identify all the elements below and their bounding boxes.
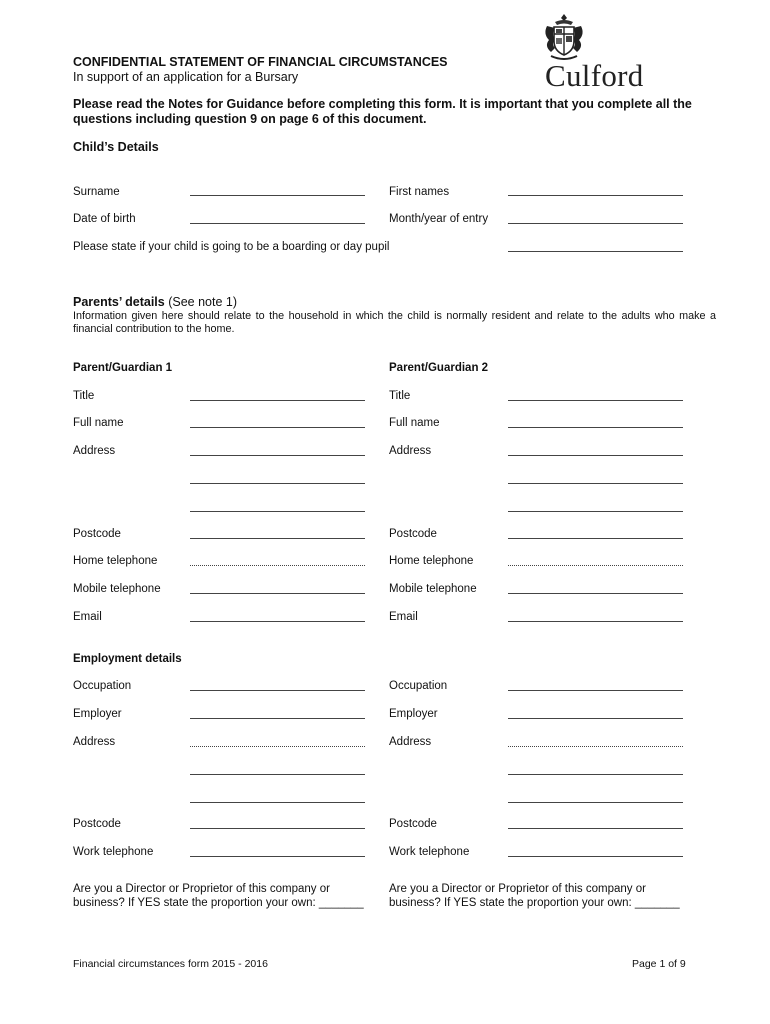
form-subtitle: In support of an application for a Bursary [73, 70, 299, 84]
p2-address-field-1[interactable] [508, 455, 683, 456]
p2-postcode-label: Postcode [389, 528, 437, 540]
p2-email-field[interactable] [508, 621, 683, 622]
p2-address-field-3[interactable] [508, 511, 683, 512]
dob-field[interactable] [190, 223, 365, 224]
p1-emp-address-field-2[interactable] [190, 774, 365, 775]
p2-employer-label: Employer [389, 708, 438, 720]
p2-emp-address-label: Address [389, 736, 432, 748]
p2-title-label: Title [389, 390, 411, 402]
p1-emp-address-label: Address [73, 736, 116, 748]
p1-address-label: Address [73, 445, 116, 457]
p1-home-tel-field[interactable] [190, 565, 365, 566]
p1-director-question: Are you a Director or Proprietor of this company or business? If YES state the proportion your own: _______ [73, 883, 364, 909]
p1-fullname-label: Full name [73, 417, 124, 429]
employment-heading: Employment details [73, 653, 182, 665]
p1-mobile-tel-label: Mobile telephone [73, 583, 161, 595]
entry-label: Month/year of entry [389, 213, 489, 225]
surname-field[interactable] [190, 195, 365, 196]
first-names-field[interactable] [508, 195, 683, 196]
p1-mobile-tel-field[interactable] [190, 593, 365, 594]
p2-home-tel-field[interactable] [508, 565, 683, 566]
parents-details-heading [73, 295, 237, 309]
footer-form-name: Financial circumstances form 2015 - 2016 [73, 958, 268, 970]
school-crest-icon [541, 12, 587, 62]
boarding-label: Please state if your child is going to be a boarding or day pupil [73, 241, 390, 253]
p1-employer-field[interactable] [190, 718, 365, 719]
footer-page-number: Page 1 of 9 [632, 958, 686, 970]
p2-fullname-label: Full name [389, 417, 440, 429]
p2-home-tel-label: Home telephone [389, 555, 474, 567]
p1-emp-address-field-1[interactable] [190, 746, 365, 747]
p2-employer-field[interactable] [508, 718, 683, 719]
p1-email-field[interactable] [190, 621, 365, 622]
entry-field[interactable] [508, 223, 683, 224]
p1-home-tel-label: Home telephone [73, 555, 158, 567]
p1-email-label: Email [73, 611, 102, 623]
p1-title-field[interactable] [190, 400, 365, 401]
p2-emp-postcode-label: Postcode [389, 818, 437, 830]
p2-address-label: Address [389, 445, 432, 457]
p1-postcode-label: Postcode [73, 528, 121, 540]
p2-director-question: Are you a Director or Proprietor of this company or business? If YES state the proportion your own: _______ [389, 883, 680, 909]
parent1-heading: Parent/Guardian 1 [73, 362, 173, 374]
p1-emp-address-field-3[interactable] [190, 802, 365, 803]
surname-label: Surname [73, 186, 120, 198]
p1-title-label: Title [73, 390, 95, 402]
parents-info-text: Information given here should relate to the household in which the child is normally resident and relate to the adults who make a financial contribution to the home. [73, 310, 716, 335]
p1-postcode-field[interactable] [190, 538, 365, 539]
p1-occupation-field[interactable] [190, 690, 365, 691]
p1-occupation-label: Occupation [73, 680, 132, 692]
p1-emp-postcode-field[interactable] [190, 828, 365, 829]
parent2-heading: Parent/Guardian 2 [389, 362, 489, 374]
child-details-heading: Child’s Details [73, 140, 159, 154]
p2-emp-address-field-1[interactable] [508, 746, 683, 747]
dob-label: Date of birth [73, 213, 136, 225]
boarding-field[interactable] [508, 251, 683, 252]
p1-address-field-2[interactable] [190, 483, 365, 484]
p1-work-tel-label: Work telephone [73, 846, 154, 858]
p1-address-field-1[interactable] [190, 455, 365, 456]
p2-email-label: Email [389, 611, 418, 623]
p2-emp-address-field-3[interactable] [508, 802, 683, 803]
p2-fullname-field[interactable] [508, 427, 683, 428]
p2-emp-postcode-field[interactable] [508, 828, 683, 829]
first-names-label: First names [389, 186, 450, 198]
p2-address-field-2[interactable] [508, 483, 683, 484]
p2-mobile-tel-field[interactable] [508, 593, 683, 594]
p1-work-tel-field[interactable] [190, 856, 365, 857]
p2-title-field[interactable] [508, 400, 683, 401]
school-logo-text: Culford [545, 58, 644, 93]
instructions: Please read the Notes for Guidance before completing this form. It is important that you complete all the questions including question 9 on page 6 of this document. [73, 97, 692, 126]
form-title: CONFIDENTIAL STATEMENT OF FINANCIAL CIRCUMSTANCES [73, 55, 448, 69]
p2-work-tel-field[interactable] [508, 856, 683, 857]
p2-occupation-field[interactable] [508, 690, 683, 691]
p1-emp-postcode-label: Postcode [73, 818, 121, 830]
p2-postcode-field[interactable] [508, 538, 683, 539]
p2-work-tel-label: Work telephone [389, 846, 470, 858]
p2-emp-address-field-2[interactable] [508, 774, 683, 775]
p1-fullname-field[interactable] [190, 427, 365, 428]
parents-heading-text: Parents’ details [73, 295, 165, 309]
p1-address-field-3[interactable] [190, 511, 365, 512]
parents-note: (See note 1) [168, 295, 237, 309]
p1-employer-label: Employer [73, 708, 122, 720]
p2-occupation-label: Occupation [389, 680, 448, 692]
p2-mobile-tel-label: Mobile telephone [389, 583, 477, 595]
